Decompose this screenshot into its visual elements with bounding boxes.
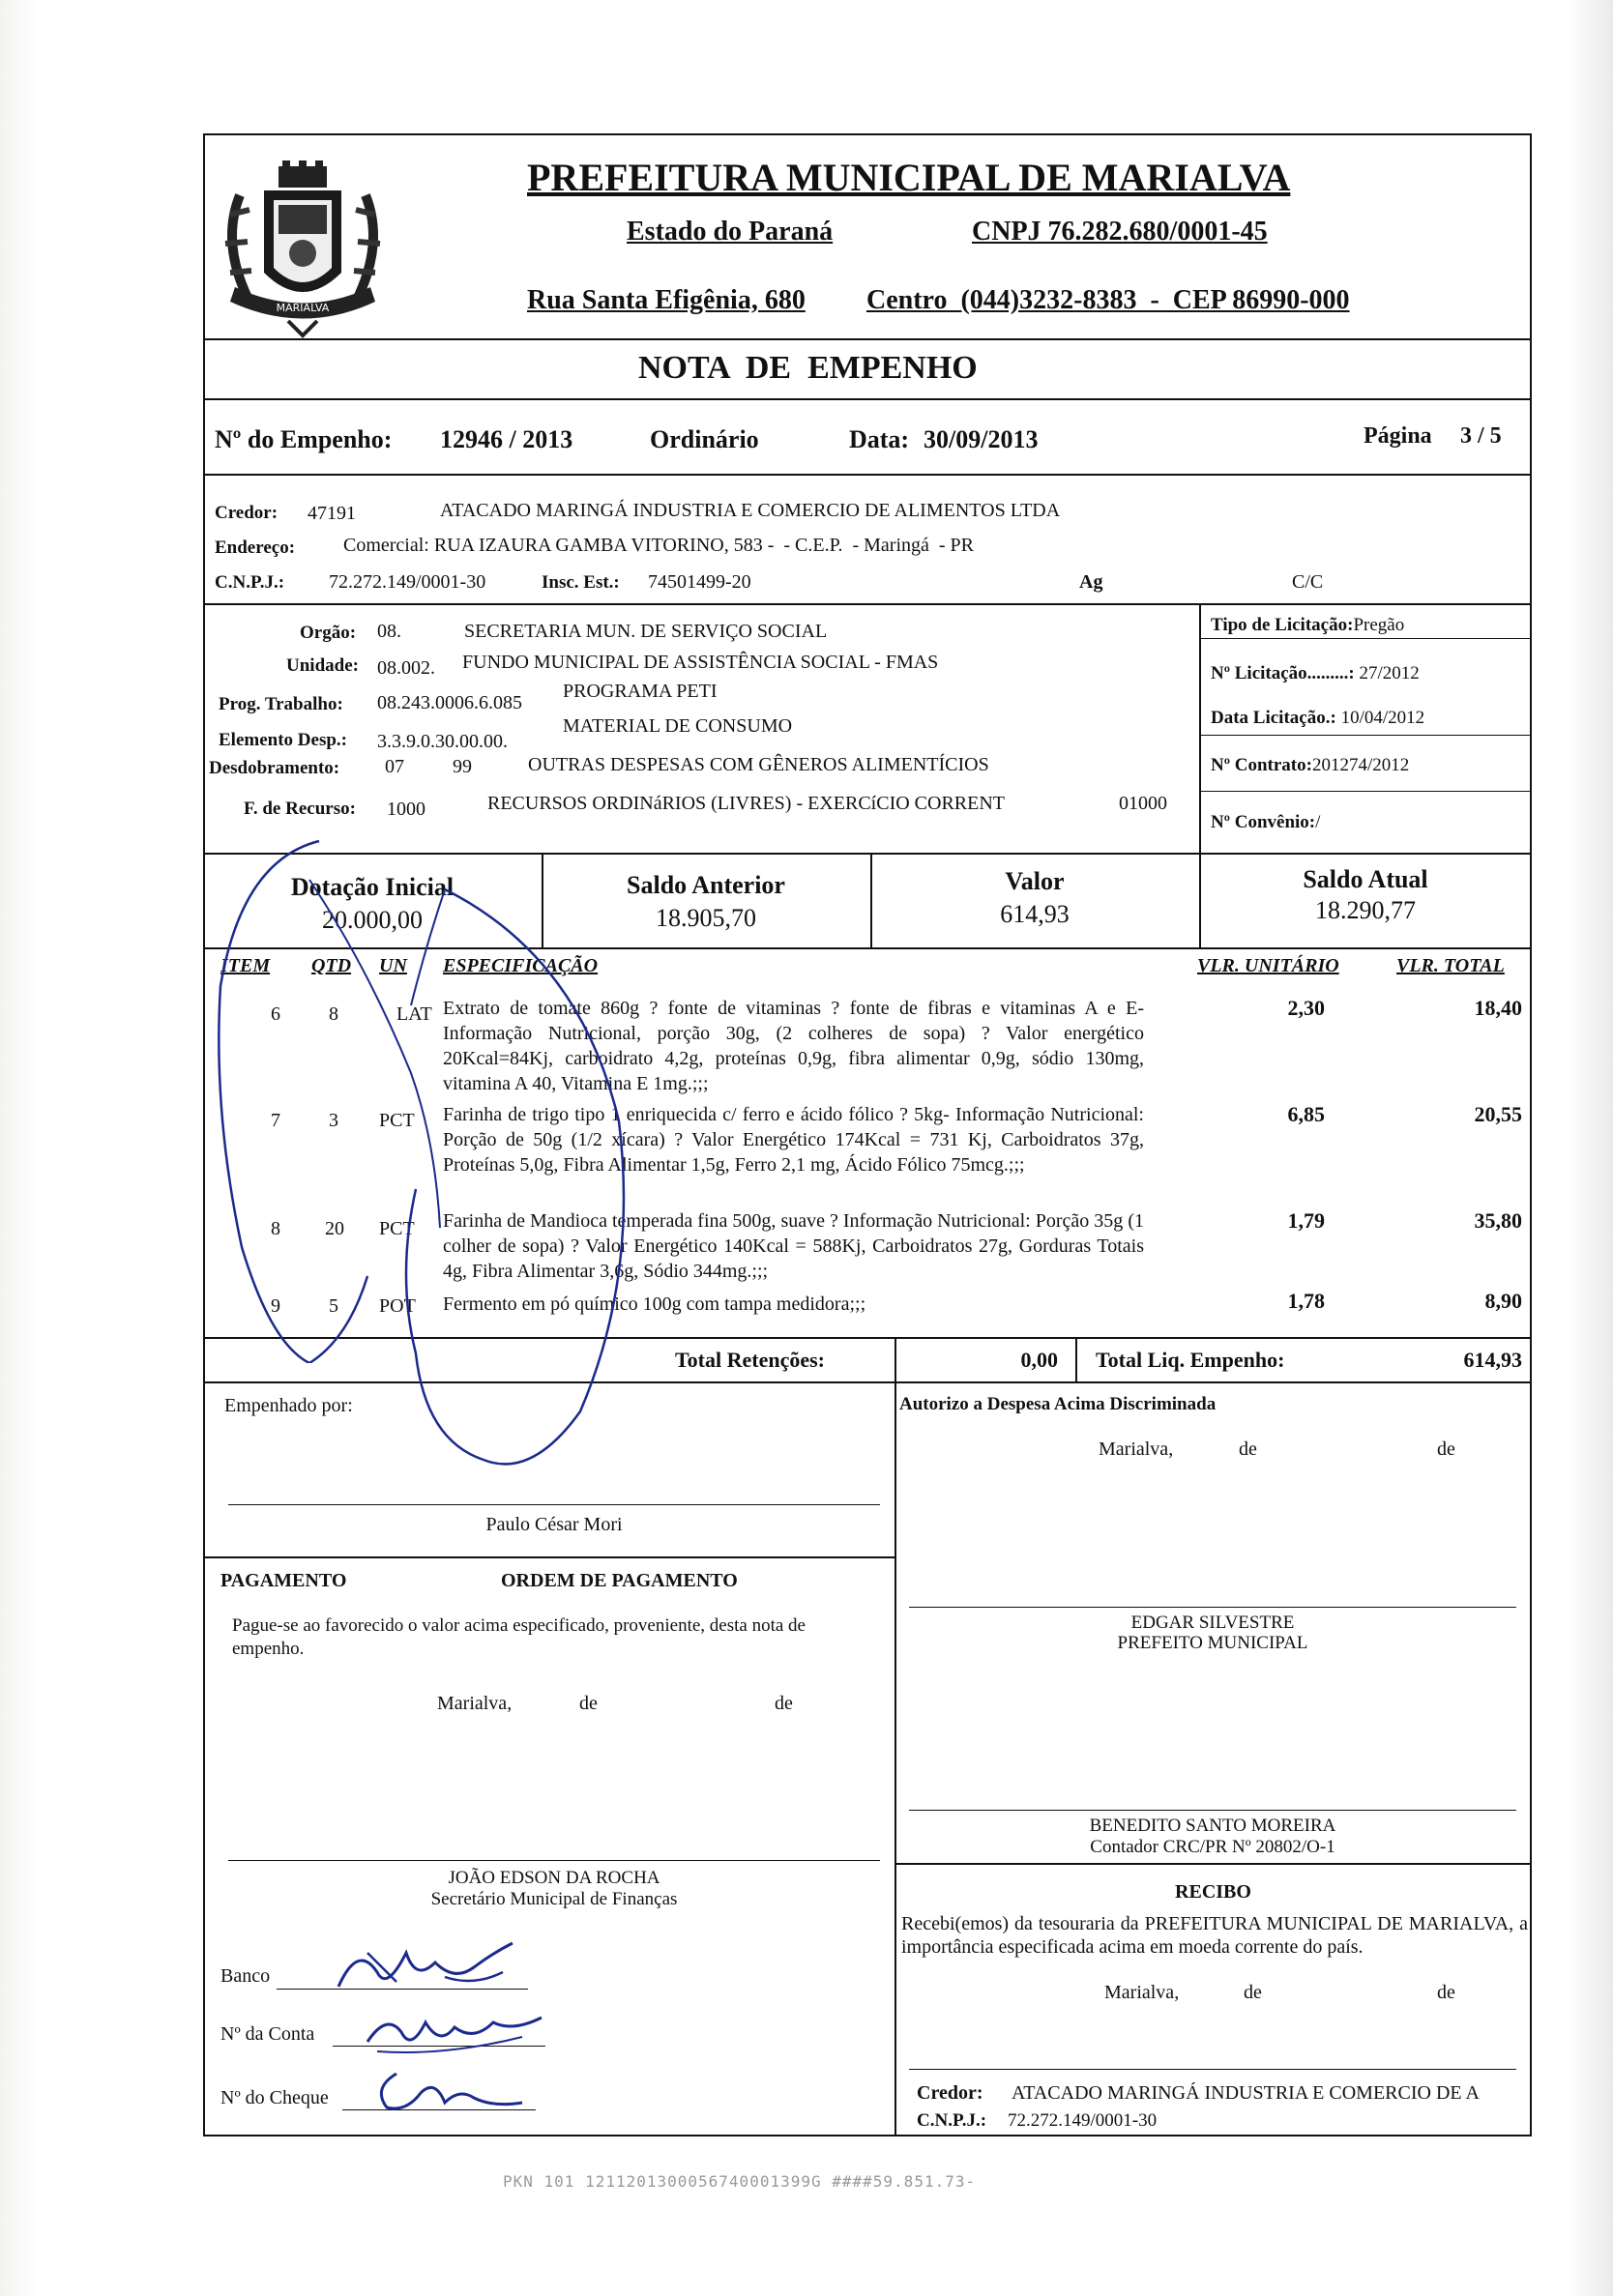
bank-label: Banco (220, 1965, 271, 1987)
footer-print-code: PKN 101 1211201300056740001399G ####59.851.73- (503, 2172, 977, 2191)
state-label: Estado do Paraná (627, 217, 834, 247)
coat-of-arms-logo (211, 157, 395, 340)
item-total: 35,80 (1474, 1208, 1522, 1233)
element-label: Elemento Desp.: (219, 730, 347, 750)
col-un-header: UN (379, 955, 407, 976)
payment-title: PAGAMENTO (220, 1570, 347, 1591)
col-item-header: ITEM (220, 955, 271, 976)
state-registration-label: Insc. Est.: (542, 572, 620, 593)
payment-city: Marialva, (437, 1693, 513, 1714)
item-number: 8 (271, 1218, 280, 1239)
dotacao-label: Dotação Inicial (290, 873, 455, 901)
fonte-label: F. de Recurso: (244, 799, 356, 819)
creditor-name: ATACADO MARINGÁ INDUSTRIA E COMERCIO DE ALIMENTOS LTDA (440, 500, 1061, 521)
item-qty: 3 (329, 1110, 338, 1131)
item-qty: 20 (325, 1218, 344, 1239)
mayor-name: EDGAR SILVESTRE (1130, 1613, 1295, 1633)
orgao-code: 08. (377, 621, 401, 642)
element-code: 3.3.9.0.30.00.00. (377, 731, 508, 752)
unidade-name: FUNDO MUNICIPAL DE ASSISTÊNCIA SOCIAL - FMAS (462, 652, 939, 673)
item-total: 20,55 (1474, 1102, 1522, 1126)
municipality-cnpj: CNPJ 76.282.680/0001-45 (972, 217, 1268, 247)
receipt-de-2: de (1437, 1982, 1455, 2003)
state-registration: 74501499-20 (648, 571, 751, 593)
mayor-role: PREFEITO MUNICIPAL (1117, 1633, 1308, 1653)
item-spec: Farinha de trigo tipo 1 enriquecida c/ ferro e ácido fólico ? 5kg- Informação Nutricional: Porção de 50g (1/2 xícara) ? Valor Energético 174Kcal = 731 Kj, Carboidratos 37g, Proteínas 5,0g, Fibra Alimentar 1,5g, Ferro 2,1 mg, Ácido Fólico 75mcg.;;; (443, 1104, 1144, 1176)
empenho-type: Ordinário (650, 425, 759, 453)
receipt-creditor-label: Credor: (917, 2082, 983, 2104)
municipality-street: Rua Santa Efigênia, 680 (527, 285, 806, 315)
empenho-number-label: Nº do Empenho: (215, 425, 393, 453)
payment-de-2: de (775, 1693, 793, 1714)
program-code: 08.243.0006.6.085 (377, 692, 522, 713)
document-title: NOTA DE EMPENHO (638, 350, 978, 386)
liquido-value: 614,93 (1463, 1348, 1522, 1372)
dotacao-value: 20.000,00 (322, 906, 423, 934)
valor-value: 614,93 (1000, 900, 1070, 928)
liquido-label: Total Liq. Empenho: (1096, 1348, 1285, 1372)
retencoes-label: Total Retenções: (675, 1348, 825, 1372)
item-unit-price: 1,79 (1287, 1208, 1325, 1233)
empenhado-label: Empenhado por: (224, 1395, 353, 1416)
account-label: C/C (1292, 571, 1324, 593)
accountant-name: BENEDITO SANTO MOREIRA (1089, 1816, 1336, 1836)
receipt-cnpj: 72.272.149/0001-30 (1008, 2110, 1158, 2131)
item-unit: LAT (396, 1003, 432, 1025)
receipt-text: Recebi(emos) da tesouraria da PREFEITURA MUNICIPAL DE MARIALVA, a importância especificada acima em moeda corrente do país. (901, 1913, 1528, 1958)
element-name: MATERIAL DE CONSUMO (563, 715, 793, 737)
item-unit: PCT (379, 1110, 415, 1131)
creditor-cnpj-label: C.N.P.J.: (215, 572, 285, 593)
col-total-header: VLR. TOTAL (1396, 955, 1505, 976)
contract-label: Nº Contrato:201274/2012 (1211, 755, 1410, 775)
fonte-code: 1000 (387, 799, 425, 820)
svg-text:MARIALVA: MARIALVA (276, 302, 330, 314)
licitacao-date: 10/04/2012 (1340, 708, 1425, 728)
bank-signature (329, 1933, 542, 2001)
page-label: Página (1364, 423, 1432, 449)
desdobramento-name: OUTRAS DESPESAS COM GÊNEROS ALIMENTÍCIOS (528, 754, 989, 775)
fonte-number: 01000 (1119, 793, 1167, 814)
licitacao-type-label: Tipo de Licitação:Pregão (1211, 615, 1405, 635)
creditor-address: Comercial: RUA IZAURA GAMBA VITORINO, 583 - - C.E.P. - Maringá - PR (343, 535, 975, 556)
check-number-label: Nº do Cheque (220, 2087, 329, 2108)
receipt-city: Marialva, (1104, 1982, 1180, 2003)
contract-number: 201274/2012 (1311, 755, 1410, 775)
desdobramento-label: Desdobramento: (209, 758, 340, 778)
retencoes-value: 0,00 (1020, 1348, 1058, 1372)
item-number: 7 (271, 1110, 280, 1131)
item-unit-price: 6,85 (1287, 1102, 1325, 1126)
item-unit-price: 2,30 (1287, 996, 1325, 1020)
address-label: Endereço: (215, 538, 296, 558)
saldo-atual-value: 18.290,77 (1315, 896, 1416, 924)
page-number: 3 / 5 (1460, 423, 1502, 449)
secretary-name: JOÃO EDSON DA ROCHA (448, 1868, 660, 1888)
orgao-name: SECRETARIA MUN. DE SERVIÇO SOCIAL (464, 621, 828, 642)
item-qty: 8 (329, 1003, 338, 1025)
authorization-city: Marialva, (1099, 1439, 1174, 1460)
item-number: 9 (271, 1295, 280, 1317)
item-total: 18,40 (1474, 996, 1522, 1020)
creditor-label: Credor: (215, 503, 279, 523)
program-name: PROGRAMA PETI (563, 681, 718, 702)
valor-label: Valor (1005, 867, 1065, 895)
account-signature (358, 2003, 551, 2061)
receipt-cnpj-label: C.N.P.J.: (917, 2110, 987, 2131)
col-qtd-header: QTD (311, 955, 352, 976)
col-unit-header: VLR. UNITÁRIO (1197, 955, 1339, 976)
item-number: 6 (271, 1003, 280, 1025)
receipt-title: RECIBO (1175, 1881, 1251, 1903)
program-label: Prog. Trabalho: (219, 694, 343, 714)
empenhado-name: Paulo César Mori (485, 1514, 623, 1535)
saldo-anterior-label: Saldo Anterior (627, 871, 785, 899)
item-spec: Farinha de Mandioca temperada fina 500g, suave ? Informação Nutricional: Porção 35g (1 colher de sopa) ? Valor Energético 140Kcal = 588Kj, Carboidratos 27g, Gorduras Totais 4g, Fibra Alimentar 3,6g, Sódio 344mg.;;; (443, 1210, 1144, 1282)
item-unit: POT (379, 1295, 416, 1317)
empenho-number: 12946 / 2013 (440, 425, 573, 453)
agency-label: Ag (1079, 571, 1103, 593)
receipt-creditor-name: ATACADO MARINGÁ INDUSTRIA E COMERCIO DE A (1012, 2082, 1480, 2104)
authorization-de-1: de (1239, 1439, 1257, 1460)
convenio-label: Nº Convênio:/ (1211, 812, 1321, 832)
municipality-title: PREFEITURA MUNICIPAL DE MARIALVA (527, 156, 1291, 199)
receipt-de-1: de (1244, 1982, 1262, 2003)
licitacao-date-label: Data Licitação.: 10/04/2012 (1211, 708, 1425, 728)
empenho-date: 30/09/2013 (924, 425, 1039, 453)
licitacao-number: 27/2012 (1359, 663, 1420, 683)
check-signature (367, 2059, 542, 2117)
accountant-role: Contador CRC/PR Nº 20802/O-1 (1090, 1837, 1335, 1857)
secretary-role: Secretário Municipal de Finanças (430, 1889, 678, 1909)
payment-order-title: ORDEM DE PAGAMENTO (501, 1570, 738, 1591)
saldo-anterior-value: 18.905,70 (656, 904, 756, 932)
unidade-code: 08.002. (377, 657, 435, 679)
unidade-label: Unidade: (286, 655, 359, 676)
licitacao-number-label: Nº Licitação.........: 27/2012 (1211, 663, 1420, 683)
item-spec: Extrato de tomate 860g ? fonte de vitaminas ? fonte de fibras e vitaminas A e E- Informação Nutricional, porção 30g, (2 colheres de sopa) ? Valor energético 20Kcal=84Kj, carboidrato 4,2g, proteínas 0,9g, fibra alimentar 0,9g, sódio 130mg, vitamina A 40, Vitamina E 1mg.;;; (443, 998, 1144, 1094)
convenio-number: / (1315, 812, 1321, 832)
orgao-label: Orgão: (300, 623, 357, 643)
authorization-de-2: de (1437, 1439, 1455, 1460)
empenho-date-label: Data: (849, 425, 910, 453)
item-unit: PCT (379, 1218, 415, 1239)
item-spec: Fermento em pó químico 100g com tampa medidora;;; (443, 1293, 866, 1315)
handwritten-loop (387, 870, 677, 1489)
authorization-title: Autorizo a Despesa Acima Discriminada (899, 1394, 1217, 1414)
col-spec-header: ESPECIFICAÇÃO (443, 955, 599, 976)
item-qty: 5 (329, 1295, 338, 1317)
payment-de-1: de (579, 1693, 598, 1714)
creditor-cnpj: 72.272.149/0001-30 (329, 571, 486, 593)
account-number-label: Nº da Conta (220, 2023, 315, 2045)
municipality-contact: Centro (044)3232-8383 - CEP 86990-000 (866, 285, 1350, 315)
fonte-name: RECURSOS ORDINáRIOS (LIVRES) - EXERCíCIO CORRENT (487, 793, 1006, 814)
desdobramento-code-1: 07 (385, 756, 404, 777)
item-total: 8,90 (1484, 1289, 1522, 1313)
creditor-code: 47191 (308, 503, 356, 524)
payment-text: Pague-se ao favorecido o valor acima especificado, proveniente, desta nota de empenho. (232, 1615, 806, 1659)
licitacao-type: Pregão (1353, 615, 1405, 635)
desdobramento-code-2: 99 (453, 756, 472, 777)
item-unit-price: 1,78 (1287, 1289, 1325, 1313)
saldo-atual-label: Saldo Atual (1303, 865, 1428, 893)
